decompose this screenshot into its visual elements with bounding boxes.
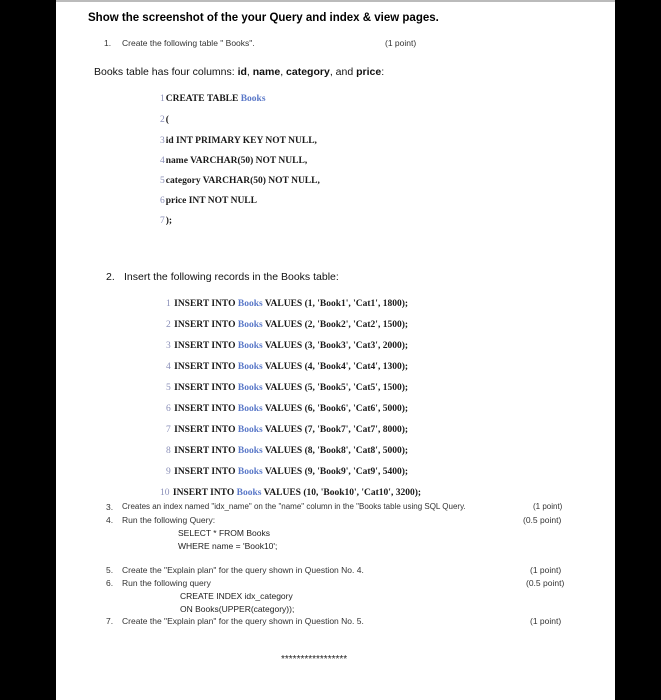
code-table-name: Books (237, 446, 263, 456)
code-table-name: Books (237, 425, 263, 435)
right-dark-border (615, 0, 661, 700)
q4-query-line-2: WHERE name = 'Book10'; (178, 541, 278, 551)
intro-prefix: Books table has four columns: (94, 66, 238, 78)
code-values: VALUES (10, 'Book10', 'Cat10', 3200); (261, 488, 422, 498)
line-number: 5 (160, 176, 165, 186)
q4-points: (0.5 point) (523, 515, 562, 525)
code-values: VALUES (8, 'Book8', 'Cat8', 5000); (262, 446, 409, 456)
code-table-name: Books (237, 404, 263, 414)
q7-text: Create the "Explain plan" for the query shown in Question No. 5. (122, 616, 364, 626)
code-values: VALUES (2, 'Book2', 'Cat2', 1500); (262, 320, 409, 330)
code-text: id INT PRIMARY KEY NOT NULL, (165, 136, 317, 146)
line-number: 3 (160, 136, 165, 146)
q1-number: 1. (104, 38, 112, 48)
intro-col-id: id (237, 66, 247, 78)
q3-text: Creates an index named "idx_name" on the "name" column in the "Books table using SQL Query. (122, 502, 466, 511)
code-table-name: Books (237, 383, 263, 393)
q7-number: 7. (106, 616, 114, 626)
top-rule (56, 0, 615, 2)
q2-text: Insert the following records in the Books table: (124, 271, 339, 283)
q6-query-line-1: CREATE INDEX idx_category (180, 591, 293, 601)
insert-line-6 (166, 404, 408, 414)
line-number: 1 (166, 299, 171, 309)
code-table-name: Books (237, 320, 263, 330)
intro-col-category: category (286, 66, 330, 78)
intro-sep: , and (329, 66, 357, 78)
code-table-name: Books (236, 488, 262, 498)
intro-suffix: : (381, 66, 385, 78)
line-number: 2 (160, 115, 165, 125)
code-values: VALUES (9, 'Book9', 'Cat9', 5400); (262, 467, 409, 477)
q1-text: Create the following table " Books". (122, 38, 255, 48)
insert-line-4 (166, 362, 408, 372)
intro-sep: , (280, 66, 287, 78)
intro-col-price: price (356, 66, 382, 78)
code-keyword: INSERT INTO (174, 383, 238, 393)
line-number: 5 (166, 383, 171, 393)
document-page (56, 0, 615, 700)
insert-line-1 (166, 299, 408, 309)
create-line-6 (160, 196, 257, 206)
insert-line-9 (166, 467, 408, 477)
line-number: 8 (166, 446, 171, 456)
q2-number: 2. (106, 271, 115, 283)
code-keyword: INSERT INTO (174, 341, 238, 351)
create-line-4 (160, 156, 307, 166)
q6-query-line-2: ON Books(UPPER(category)); (180, 604, 295, 614)
line-number: 6 (166, 404, 171, 414)
q4-text: Run the following Query: (122, 515, 216, 525)
q4-query-line-1: SELECT * FROM Books (178, 528, 270, 538)
line-number: 4 (160, 156, 165, 166)
insert-line-2 (166, 320, 408, 330)
create-line-2 (160, 115, 169, 125)
code-text: name VARCHAR(50) NOT NULL, (165, 156, 308, 166)
q7-points: (1 point) (530, 616, 562, 626)
line-number: 6 (160, 196, 165, 206)
page-heading: Show the screenshot of the your Query and index & view pages. (88, 12, 439, 24)
line-number: 9 (166, 467, 171, 477)
q5-number: 5. (106, 565, 114, 575)
code-table-name: Books (237, 362, 263, 372)
code-keyword: CREATE TABLE (165, 94, 241, 104)
code-values: VALUES (7, 'Book7', 'Cat7', 8000); (262, 425, 409, 435)
create-line-3 (160, 136, 317, 146)
insert-line-3 (166, 341, 408, 351)
code-keyword: INSERT INTO (174, 320, 238, 330)
end-marker: ***************** (281, 654, 348, 665)
code-keyword: INSERT INTO (174, 299, 238, 309)
q5-points: (1 point) (530, 565, 562, 575)
q1-points: (1 point) (385, 38, 417, 48)
create-line-5 (160, 176, 320, 186)
q6-number: 6. (106, 578, 114, 588)
code-keyword: INSERT INTO (174, 362, 238, 372)
line-number: 4 (166, 362, 171, 372)
insert-line-8 (166, 446, 408, 456)
code-table-name: Books (237, 341, 263, 351)
q4-number: 4. (106, 515, 114, 525)
code-text: ( (165, 115, 169, 125)
code-values: VALUES (4, 'Book4', 'Cat4', 1300); (262, 362, 409, 372)
code-keyword: INSERT INTO (174, 425, 238, 435)
code-keyword: INSERT INTO (174, 404, 238, 414)
code-table-name: Books (240, 94, 266, 104)
columns-intro (94, 66, 384, 78)
code-values: VALUES (6, 'Book6', 'Cat6', 5000); (262, 404, 409, 414)
create-line-1 (160, 94, 266, 104)
code-text: category VARCHAR(50) NOT NULL, (165, 176, 320, 186)
insert-line-5 (166, 383, 408, 393)
line-number: 2 (166, 320, 171, 330)
q6-text: Run the following query (122, 578, 211, 588)
line-number: 1 (160, 94, 165, 104)
code-table-name: Books (237, 299, 263, 309)
line-number: 7 (166, 425, 171, 435)
insert-line-7 (166, 425, 408, 435)
left-dark-border (0, 0, 56, 700)
insert-line-10 (160, 488, 421, 498)
intro-col-name: name (252, 66, 281, 78)
line-number: 10 (160, 488, 170, 498)
q6-points: (0.5 point) (526, 578, 565, 588)
code-table-name: Books (237, 467, 263, 477)
q3-number: 3. (106, 502, 114, 512)
q3-points: (1 point) (533, 502, 563, 511)
create-line-7 (160, 216, 172, 226)
code-keyword: INSERT INTO (174, 467, 238, 477)
intro-sep: , (246, 66, 253, 78)
code-keyword: INSERT INTO (172, 488, 237, 498)
line-number: 3 (166, 341, 171, 351)
code-text: ); (165, 216, 173, 226)
code-values: VALUES (5, 'Book5', 'Cat5', 1500); (262, 383, 409, 393)
code-values: VALUES (3, 'Book3', 'Cat3', 2000); (262, 341, 409, 351)
code-text: price INT NOT NULL (165, 196, 257, 206)
code-values: VALUES (1, 'Book1', 'Cat1', 1800); (262, 299, 409, 309)
line-number: 7 (160, 216, 165, 226)
q5-text: Create the "Explain plan" for the query shown in Question No. 4. (122, 565, 364, 575)
code-keyword: INSERT INTO (174, 446, 238, 456)
